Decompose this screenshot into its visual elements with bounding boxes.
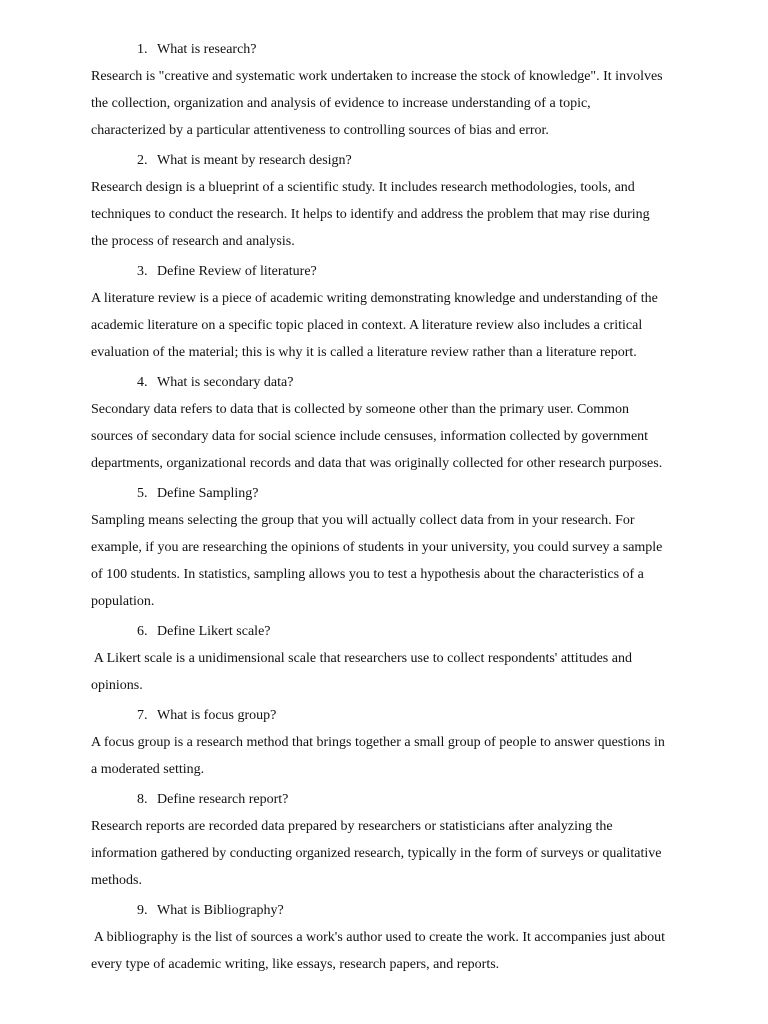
question-heading xyxy=(91,258,731,285)
answer-line: population. xyxy=(91,594,155,609)
answer-paragraph xyxy=(91,396,731,477)
answer-line: example, if you are researching the opinions of students in your university, you could survey a sample xyxy=(91,540,663,555)
question-heading xyxy=(91,618,731,645)
answer-line: techniques to conduct the research. It helps to identify and address the problem that may rise during xyxy=(91,207,650,222)
answer-line: Research is "creative and systematic work undertaken to increase the stock of knowledge". It involves xyxy=(91,69,663,84)
answer-line: of 100 students. In statistics, sampling allows you to test a hypothesis about the characteristics of a xyxy=(91,567,644,582)
answer-paragraph xyxy=(91,645,731,699)
question-heading xyxy=(91,147,731,174)
answer-line: Research reports are recorded data prepared by researchers or statisticians after analyzing the xyxy=(91,819,613,834)
answer-line: methods. xyxy=(91,873,142,888)
answer-line: characterized by a particular attentiveness to controlling sources of bias and error. xyxy=(91,123,549,138)
question-heading xyxy=(91,36,731,63)
answer-paragraph xyxy=(91,729,731,783)
answer-paragraph xyxy=(91,285,731,366)
question-text: Define Review of literature? xyxy=(157,264,317,279)
question-number: 5. xyxy=(137,486,148,501)
question-text: What is meant by research design? xyxy=(157,153,352,168)
answer-line: A focus group is a research method that brings together a small group of people to answer questions in xyxy=(91,735,665,750)
question-text: Define Likert scale? xyxy=(157,624,271,639)
question-number: 6. xyxy=(137,624,148,639)
answer-line: opinions. xyxy=(91,678,143,693)
question-heading xyxy=(91,786,731,813)
answer-line: A bibliography is the list of sources a work's author used to create the work. It accompanies just about xyxy=(91,930,666,945)
answer-line: every type of academic writing, like essays, research papers, and reports. xyxy=(91,957,500,972)
answer-line: Research design is a blueprint of a scientific study. It includes research methodologies, tools, and xyxy=(91,180,635,195)
answer-line: a moderated setting. xyxy=(91,762,205,777)
question-text: What is secondary data? xyxy=(157,375,294,390)
question-text: Define research report? xyxy=(157,792,289,807)
question-number: 7. xyxy=(137,708,148,723)
answer-paragraph xyxy=(91,63,731,144)
answer-line: Secondary data refers to data that is collected by someone other than the primary user. Common xyxy=(91,402,630,417)
answer-line: A Likert scale is a unidimensional scale that researchers use to collect respondents' attitudes and xyxy=(91,651,632,666)
answer-line: sources of secondary data for social science include censuses, information collected by government xyxy=(91,429,649,444)
question-text: What is research? xyxy=(157,42,257,57)
question-heading xyxy=(91,369,731,396)
question-number: 3. xyxy=(137,264,148,279)
question-number: 4. xyxy=(137,375,148,390)
document-body xyxy=(91,36,731,981)
question-text: Define Sampling? xyxy=(157,486,259,501)
answer-line: evaluation of the material; this is why it is called a literature review rather than a literature report. xyxy=(91,345,637,360)
answer-line: the process of research and analysis. xyxy=(91,234,295,249)
question-heading xyxy=(91,897,731,924)
answer-line: the collection, organization and analysis of evidence to increase understanding of a topic, xyxy=(91,96,591,111)
question-number: 8. xyxy=(137,792,148,807)
answer-line: A literature review is a piece of academic writing demonstrating knowledge and understanding of the xyxy=(91,291,658,306)
answer-paragraph xyxy=(91,174,731,255)
question-number: 2. xyxy=(137,153,148,168)
answer-paragraph xyxy=(91,813,731,894)
answer-paragraph xyxy=(91,507,731,615)
answer-line: academic literature on a specific topic placed in context. A literature review also includes a critical xyxy=(91,318,643,333)
question-text: What is focus group? xyxy=(157,708,277,723)
question-heading xyxy=(91,480,731,507)
question-text: What is Bibliography? xyxy=(157,903,284,918)
question-number: 1. xyxy=(137,42,148,57)
answer-paragraph xyxy=(91,924,731,978)
question-heading xyxy=(91,702,731,729)
answer-line: departments, organizational records and data that was originally collected for other research purposes. xyxy=(91,456,663,471)
answer-line: Sampling means selecting the group that you will actually collect data from in your research. For xyxy=(91,513,635,528)
answer-line: information gathered by conducting organized research, typically in the form of surveys or qualitative xyxy=(91,846,662,861)
question-number: 9. xyxy=(137,903,148,918)
